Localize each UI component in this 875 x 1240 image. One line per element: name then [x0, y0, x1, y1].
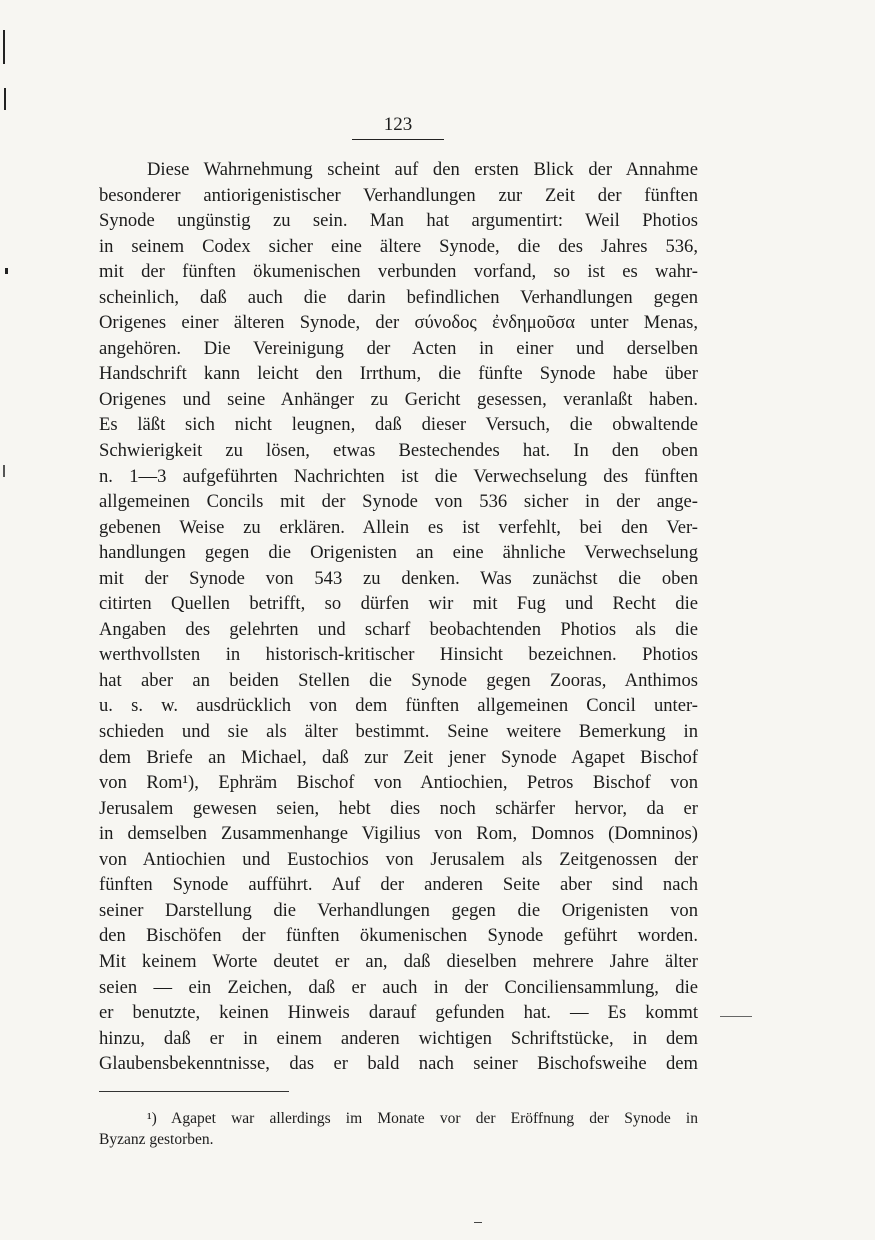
text-line: Synode ungünstig zu sein. Man hat argumentirt: Weil Photios — [99, 210, 698, 232]
text-line: scheinlich, daß auch die darin befindlichen Verhandlungen gegen — [99, 286, 698, 308]
scan-margin-mark — [3, 30, 5, 64]
text-line: handlungen gegen die Origenisten an eine ähnliche Verwechselung — [99, 542, 698, 564]
text-line: werthvollsten in historisch-kritischer Hinsicht bezeichnen. Photios — [99, 644, 698, 666]
page-number: 123 — [352, 113, 444, 140]
text-line: hat aber an beiden Stellen die Synode gegen Zooras, Anthimos — [99, 669, 698, 691]
text-line: Diese Wahrnehmung scheint auf den ersten Blick der Annahme — [147, 159, 698, 180]
text-line: in demselben Zusammenhange Vigilius von Rom, Domnos (Domninos) — [99, 823, 698, 845]
margin-dash — [720, 1016, 752, 1017]
text-line: Jerusalem gewesen seien, hebt dies noch schärfer hervor, da er — [99, 797, 698, 819]
text-line: besonderer antiorigenistischer Verhandlungen zur Zeit der fünften — [99, 184, 698, 206]
text-line: Mit keinem Worte deutet er an, daß dieselben mehrere Jahre älter — [99, 950, 698, 972]
text-line: Glaubensbekenntnisse, das er bald nach seiner Bischofsweihe dem — [99, 1053, 698, 1075]
text-line: u. s. w. ausdrücklich von dem fünften allgemeinen Concil unter- — [99, 695, 698, 717]
text-line: seien — ein Zeichen, daß er auch in der Conciliensammlung, die — [99, 976, 698, 998]
footnote-rule — [99, 1091, 289, 1092]
text-line: Origenes und seine Anhänger zu Gericht gesessen, veranlaßt haben. — [99, 388, 698, 410]
footnotes — [99, 1108, 698, 1150]
text-line: den Bischöfen der fünften ökumenischen Synode geführt worden. — [99, 925, 698, 947]
text-line: er benutzte, keinen Hinweis darauf gefunden hat. — Es kommt — [99, 1002, 698, 1024]
text-line: Handschrift kann leicht den Irrthum, die fünfte Synode habe über — [99, 363, 698, 385]
text-line: fünften Synode aufführt. Auf der anderen Seite aber sind nach — [99, 874, 698, 896]
text-line: von Antiochien und Eustochios von Jerusalem als Zeitgenossen der — [99, 848, 698, 870]
text-line: angehören. Die Vereinigung der Acten in einer und derselben — [99, 337, 698, 359]
text-line: von Rom¹), Ephräm Bischof von Antiochien, Petros Bischof von — [99, 772, 698, 794]
text-line: mit der Synode von 543 zu denken. Was zunächst die oben — [99, 567, 698, 589]
text-line: schieden und sie als älter bestimmt. Seine weitere Bemerkung in — [99, 721, 698, 743]
text-line: seiner Darstellung die Verhandlungen gegen die Origenisten von — [99, 899, 698, 921]
text-line: gebenen Weise zu erklären. Allein es ist verfehlt, bei den Ver- — [99, 516, 698, 538]
text-line: in seinem Codex sicher eine ältere Synode, die des Jahres 536, — [99, 235, 698, 257]
text-line: dem Briefe an Michael, daß zur Zeit jener Synode Agapet Bischof — [99, 746, 698, 768]
text-line: Es läßt sich nicht leugnen, daß dieser Versuch, die obwaltende — [99, 414, 698, 436]
text-line: mit der fünften ökumenischen verbunden vorfand, so ist es wahr- — [99, 261, 698, 283]
text-line: Angaben des gelehrten und scharf beobachtenden Photios als die — [99, 618, 698, 640]
text-line: Origenes einer älteren Synode, der σύνοδος ἐνδημοῦσα unter Menas, — [99, 312, 698, 334]
bottom-mark — [474, 1222, 482, 1223]
scan-margin-mark — [3, 465, 5, 477]
text-line: hinzu, daß er in einem anderen wichtigen Schriftstücke, in dem — [99, 1027, 698, 1049]
text-line: allgemeinen Concils mit der Synode von 536 sicher in der ange- — [99, 491, 698, 513]
text-line: Schwierigkeit zu lösen, etwas Bestechendes hat. In den oben — [99, 440, 698, 462]
scan-margin-mark — [5, 268, 8, 274]
footnote-line: Byzanz gestorben. — [99, 1131, 214, 1148]
body-text — [99, 157, 698, 1077]
footnote-line: ¹) Agapet war allerdings im Monate vor der Eröffnung der Synode in — [147, 1110, 698, 1127]
text-line: n. 1—3 aufgeführten Nachrichten ist die Verwechselung des fünften — [99, 465, 698, 487]
scan-margin-mark — [4, 88, 6, 110]
text-line: citirten Quellen betrifft, so dürfen wir mit Fug und Recht die — [99, 593, 698, 615]
